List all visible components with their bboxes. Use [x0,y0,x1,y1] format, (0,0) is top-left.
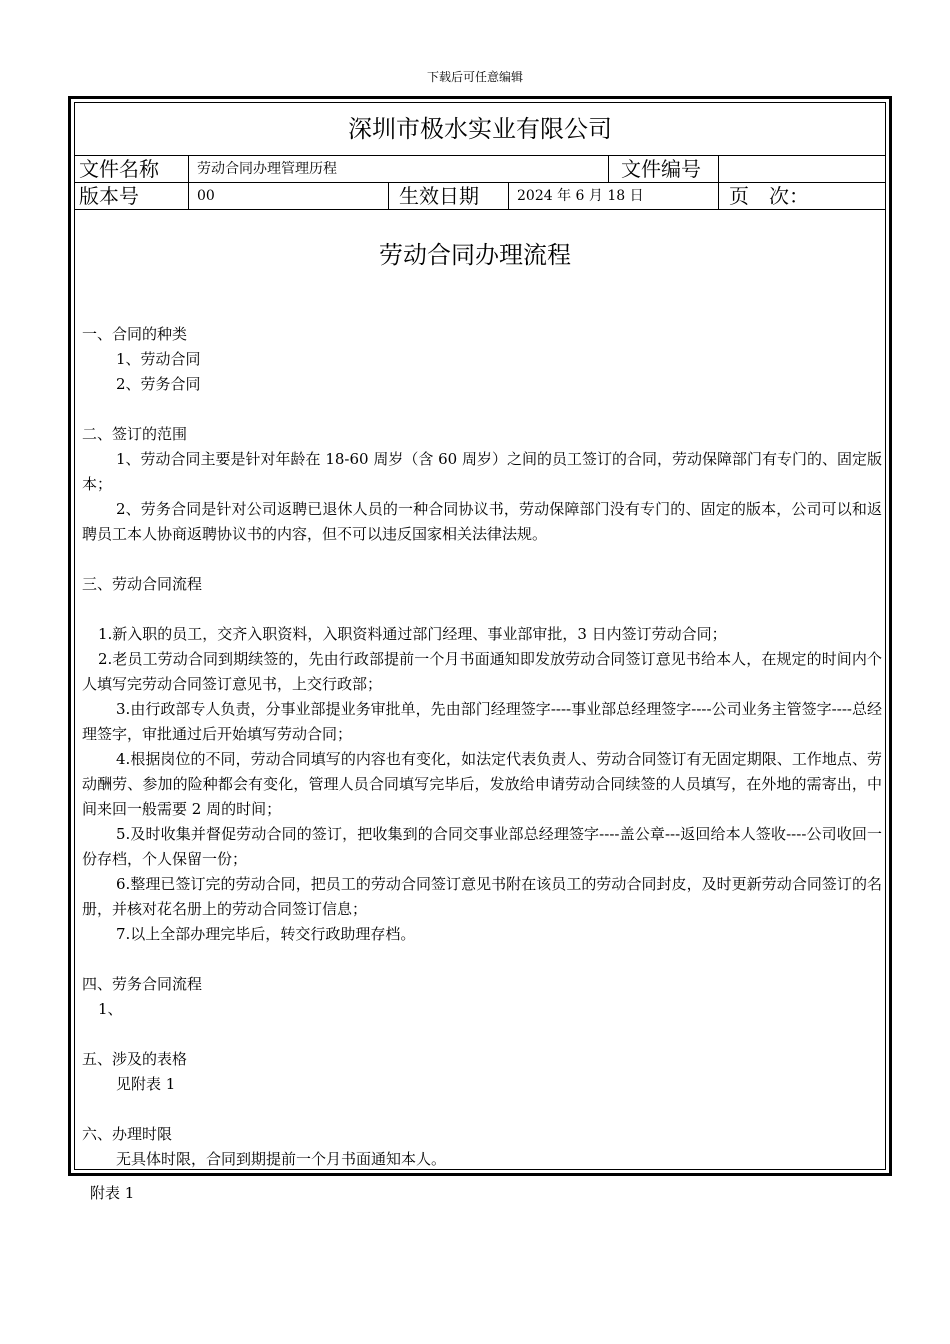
meta-row-version [75,183,885,210]
meta-row-file [75,156,885,183]
section-1-item: 2、劳务合同 [116,375,201,393]
section-4-item: 1、 [98,1000,123,1018]
section-3-step: 6.整理已签订完的劳动合同，把员工的劳动合同签订意见书附在该员工的劳动合同封皮，及时更新劳动合同签订的名册，并核对花名册上的劳动合同签订信息； [82,875,882,918]
section-6-item: 无具体时限，合同到期提前一个月书面通知本人。 [116,1150,447,1168]
section-4-heading: 四、劳务合同流程 [82,975,203,993]
section-2-paragraph: 1、劳动合同主要是针对年龄在 18-60 周岁（含 60 周岁）之间的员工签订的合同，劳动保障部门有专门的、固定版本； [82,450,882,493]
section-1-heading: 一、合同的种类 [82,325,188,343]
section-3-step: 4.根据岗位的不同，劳动合同填写的内容也有变化，如法定代表负责人、劳动合同签订有无固定期限、工作地点、劳动酬劳、参加的险种都会有变化，管理人员合同填写完毕后，发放给申请劳动合同续签的人员填写，在外地的需寄出，中间来回一般需要 2 周的时间； [82,750,882,818]
effective-date-label: 生效日期 [389,183,509,209]
section-3-heading: 三、劳动合同流程 [82,575,203,593]
section-2-heading: 二、签订的范围 [82,425,188,443]
section-3-step: 1.新入职的员工，交齐入职资料，入职资料通过部门经理、事业部审批，3 日内签订劳动合同； [98,625,727,643]
effective-date-value: 2024 年 6 月 18 日 [509,183,719,209]
appendix-note: 附表 1 [90,1184,135,1202]
document-title: 劳动合同办理流程 [379,241,571,269]
section-3-step: 2.老员工劳动合同到期续签的，先由行政部提前一个月书面通知即发放劳动合同签订意见书给本人，在规定的时间内个人填写完劳动合同签订意见书，上交行政部； [82,650,882,693]
download-note: 下载后可任意编辑 [426,70,523,84]
section-3-step: 5.及时收集并督促劳动合同的签订，把收集到的合同交事业部总经理签字----盖公章---返回给本人签收----公司收回一份存档，个人保留一份； [82,825,882,868]
section-5-heading: 五、涉及的表格 [82,1050,188,1068]
file-no-label: 文件编号 [609,156,719,182]
page-label: 页 次： [729,184,809,208]
version-value: 00 [189,183,389,209]
document-body [82,322,882,1172]
section-2-paragraph: 2、劳务合同是针对公司返聘已退休人员的一种合同协议书，劳动保障部门没有专门的、固定的版本，公司可以和返聘员工本人协商返聘协议书的内容，但不可以违反国家相关法律法规。 [82,500,882,543]
section-3-step: 7.以上全部办理完毕后，转交行政助理存档。 [116,925,416,943]
section-5-item: 见附表 1 [116,1075,176,1093]
file-name-value: 劳动合同办理管理历程 [189,156,609,182]
section-3-step: 3.由行政部专人负责，分事业部提业务审批单，先由部门经理签字----事业部总经理签字----公司业务主管签字----总经理签字，审批通过后开始填写劳动合同； [82,700,882,743]
file-name-label: 文件名称 [75,156,189,182]
company-name: 深圳市极水实业有限公司 [75,103,885,156]
file-no-value [719,156,889,182]
section-1-item: 1、劳动合同 [116,350,201,368]
section-6-heading: 六、办理时限 [82,1125,173,1143]
version-label: 版本号 [75,183,189,209]
